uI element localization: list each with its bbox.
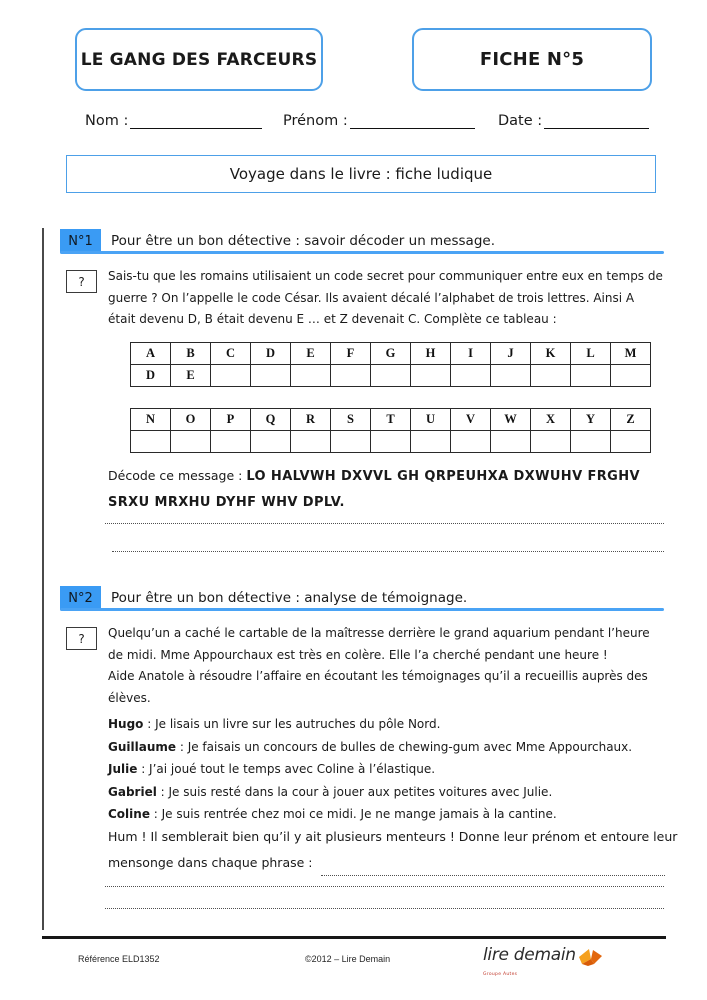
alphabet-cell: [291, 365, 331, 387]
section2-question-icon: [66, 627, 97, 650]
alphabet-cell: Z: [611, 409, 651, 431]
alphabet-cell: I: [451, 343, 491, 365]
witness-line: [108, 736, 632, 759]
answer-line-4: [105, 908, 664, 909]
alphabet-cell: Q: [251, 409, 291, 431]
publisher-logo: [483, 945, 604, 977]
footer-reference: Référence ELD1352: [78, 954, 160, 964]
section2-badge: [60, 586, 101, 610]
alphabet-cell: [411, 365, 451, 387]
decode-label: Décode ce message :: [108, 468, 247, 483]
name-blank-line: [130, 112, 262, 129]
alphabet-cell: B: [171, 343, 211, 365]
alphabet-cell: [371, 365, 411, 387]
series-title: LE GANG DES FARCEURS: [80, 49, 318, 70]
alphabet-cell: [531, 365, 571, 387]
date-label: Date :: [498, 113, 543, 129]
section1-underline: [60, 251, 664, 254]
witness-name: Gabriel: [108, 784, 157, 799]
section1-intro-text: Sais-tu que les romains utilisaient un code secret pour communiquer entre eux en temps de guerre ? On l’appelle le code César. Ils avaient décalé l’alphabet de trois lettres. Ainsi A était devenu D, B était devenu E … et Z devenait C. Complète ce tableau :: [108, 269, 663, 326]
worksheet-title: Voyage dans le livre : fiche ludique: [229, 165, 493, 183]
alphabet-cell: [211, 365, 251, 387]
alphabet-cell: C: [211, 343, 251, 365]
name-field: [85, 112, 262, 129]
date-blank-line: [544, 112, 649, 129]
witness-statement: : Je suis resté dans la cour à jouer aux petites voitures avec Julie.: [156, 784, 553, 799]
answer-line-3: [105, 886, 664, 887]
section2-intro-p1: Quelqu’un a caché le cartable de la maîtresse derrière le grand aquarium pendant l’heure de midi. Mme Appourchaux est très en colère. Elle l’a cherché pendant une heure !: [108, 626, 650, 662]
caesar-table-n-z: [130, 408, 651, 453]
section1-intro: [108, 266, 665, 331]
question-mark-glyph: ?: [78, 274, 85, 289]
alphabet-cell: [491, 431, 531, 453]
footer-rule: [42, 936, 666, 939]
open-book-icon: [578, 947, 604, 971]
witness-name: Guillaume: [108, 739, 177, 754]
section1-badge-label: N°1: [68, 233, 93, 249]
date-field: [498, 112, 649, 129]
section2-intro-p2: Aide Anatole à résoudre l’affaire en écoutant les témoignages qu’il a recueillis auprès des élèves.: [108, 669, 648, 705]
conclusion-line2: [108, 850, 665, 876]
alphabet-cell: S: [331, 409, 371, 431]
publisher-logo-text: lire demain: [483, 945, 576, 965]
sheet-number: FICHE N°5: [479, 49, 585, 70]
alphabet-cell: N: [131, 409, 171, 431]
alphabet-cell: Y: [571, 409, 611, 431]
sheet-number-box: [412, 28, 652, 91]
publisher-logo-subtext: Groupe Autes: [483, 972, 518, 977]
alphabet-cell: R: [291, 409, 331, 431]
left-margin-rule: [42, 228, 44, 930]
section2-heading: Pour être un bon détective : analyse de témoignage.: [111, 590, 468, 606]
answer-line-1: [105, 523, 664, 524]
alphabet-cell: D: [131, 365, 171, 387]
worksheet-title-box: [66, 155, 656, 193]
witness-list: [108, 713, 632, 826]
conclusion: [108, 824, 678, 876]
alphabet-cell: W: [491, 409, 531, 431]
cipher-message: LO HALVWH DXVVL GH QRPEUHXA DXWUHV FRGHV SRXU MRXHU DYHF WHV DPLV.: [108, 469, 640, 510]
alphabet-cell: [251, 365, 291, 387]
alphabet-cell: A: [131, 343, 171, 365]
section1-heading: Pour être un bon détective : savoir décoder un message.: [111, 233, 495, 249]
witness-statement: : J’ai joué tout le temps avec Coline à l’élastique.: [137, 762, 436, 776]
identity-row: [0, 112, 707, 136]
witness-line: [108, 713, 632, 736]
alphabet-cell: [251, 431, 291, 453]
alphabet-cell: [291, 431, 331, 453]
footer-copyright: ©2012 – Lire Demain: [305, 954, 391, 964]
alphabet-cell: [331, 431, 371, 453]
alphabet-cell: [451, 365, 491, 387]
alphabet-cell: [411, 431, 451, 453]
witness-statement: : Je faisais un concours de bulles de chewing-gum avec Mme Appourchaux.: [176, 739, 633, 754]
alphabet-cell: [491, 365, 531, 387]
firstname-label: Prénom :: [283, 113, 348, 129]
caesar-table-a-m: [130, 342, 651, 387]
witness-name: Hugo: [108, 717, 144, 731]
answer-line-2: [112, 551, 664, 552]
alphabet-cell: M: [611, 343, 651, 365]
conclusion-line2-text: mensonge dans chaque phrase :: [108, 855, 313, 870]
witness-line: [108, 758, 632, 781]
alphabet-cell: [611, 365, 651, 387]
answer-line-inline: [321, 862, 666, 876]
alphabet-cell: K: [531, 343, 571, 365]
alphabet-cell: [531, 431, 571, 453]
alphabet-cell: J: [491, 343, 531, 365]
question-mark-glyph: ?: [78, 631, 85, 646]
decode-exercise: [108, 463, 665, 515]
alphabet-cell: G: [371, 343, 411, 365]
witness-name: Coline: [108, 807, 150, 821]
alphabet-cell: O: [171, 409, 211, 431]
alphabet-cell: L: [571, 343, 611, 365]
section2-underline: [60, 608, 664, 611]
firstname-field: [283, 112, 475, 129]
witness-statement: : Je suis rentrée chez moi ce midi. Je ne mange jamais à la cantine.: [149, 807, 557, 821]
alphabet-cell: H: [411, 343, 451, 365]
conclusion-line1: Hum ! Il semblerait bien qu’il y ait plusieurs menteurs ! Donne leur prénom et entoure leur: [108, 829, 678, 844]
name-label: Nom :: [85, 113, 129, 129]
witness-line: [108, 781, 632, 804]
section2-badge-label: N°2: [68, 590, 93, 606]
alphabet-cell: [211, 431, 251, 453]
section1-question-icon: [66, 270, 97, 293]
alphabet-cell: [451, 431, 491, 453]
alphabet-cell: P: [211, 409, 251, 431]
alphabet-cell: U: [411, 409, 451, 431]
alphabet-cell: E: [171, 365, 211, 387]
alphabet-cell: T: [371, 409, 411, 431]
alphabet-cell: X: [531, 409, 571, 431]
witness-statement: : Je lisais un livre sur les autruches du pôle Nord.: [143, 717, 441, 731]
series-title-box: [75, 28, 323, 91]
alphabet-cell: [611, 431, 651, 453]
alphabet-cell: [571, 431, 611, 453]
alphabet-cell: [571, 365, 611, 387]
alphabet-cell: D: [251, 343, 291, 365]
alphabet-cell: V: [451, 409, 491, 431]
alphabet-cell: [171, 431, 211, 453]
witness-line: [108, 803, 632, 826]
alphabet-cell: [131, 431, 171, 453]
firstname-blank-line: [350, 112, 475, 129]
alphabet-cell: F: [331, 343, 371, 365]
alphabet-cell: [331, 365, 371, 387]
section1-badge: [60, 229, 101, 253]
section2-intro: [108, 623, 665, 709]
alphabet-cell: [371, 431, 411, 453]
witness-name: Julie: [108, 762, 138, 776]
alphabet-cell: E: [291, 343, 331, 365]
